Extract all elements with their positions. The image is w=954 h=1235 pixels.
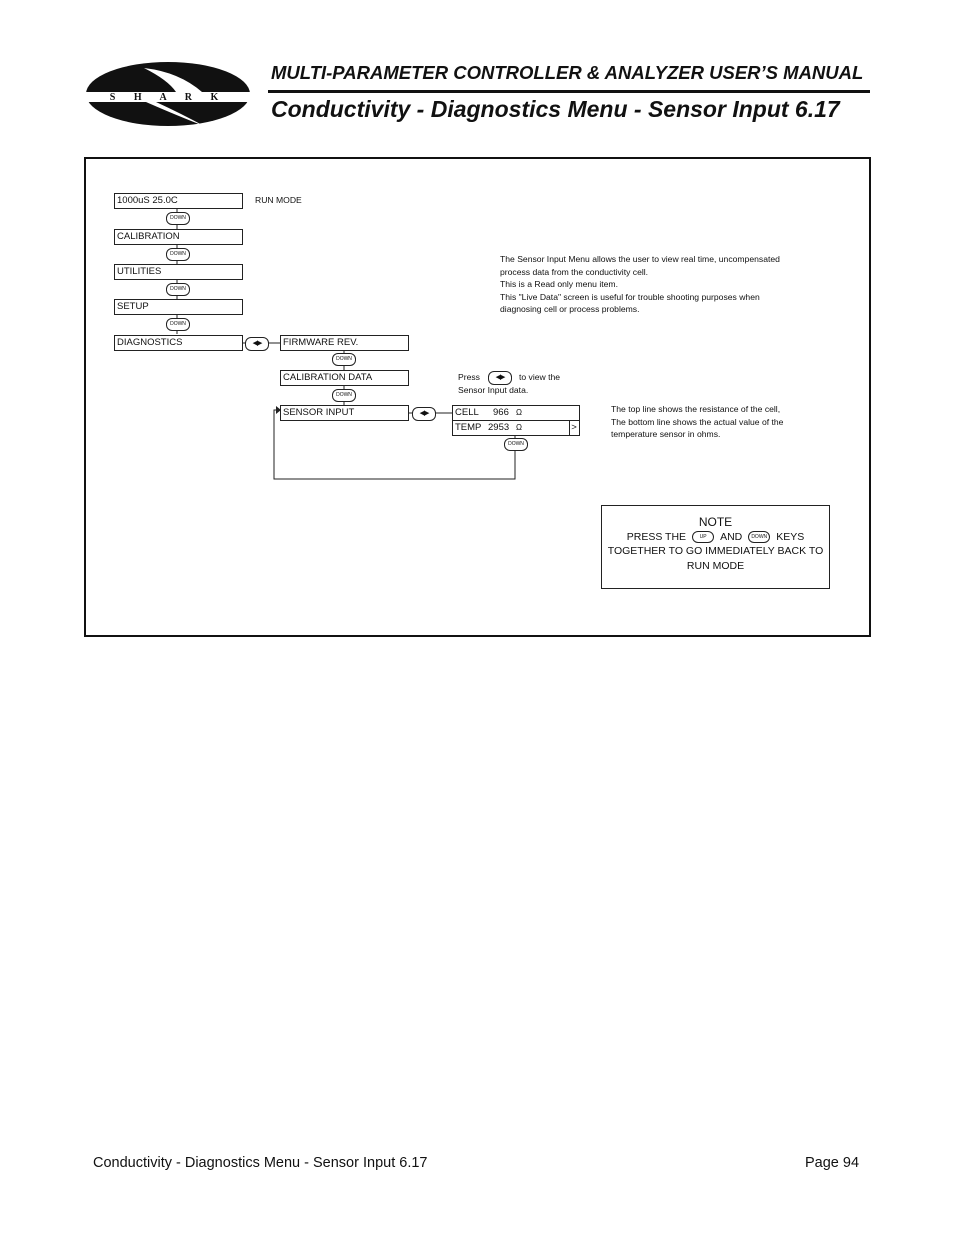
note-line-3: RUN MODE [686,560,745,572]
temp-value: 2953 [488,422,510,433]
note-keys: KEYS [776,531,805,543]
description-text [500,253,780,316]
menu-utilities: UTILITIES [114,264,243,280]
description-line: diagnosing cell or process problems. [500,304,640,315]
shark-logo [84,58,252,130]
left-right-button: ◀▶ [488,371,512,385]
down-button: DOWN [166,283,190,296]
cell-note-line: The top line shows the resistance of the cell, [611,404,781,414]
menu-calibration-data: CALIBRATION DATA [280,370,409,386]
ohm-symbol: Ω [516,423,522,432]
note-line-2: TOGETHER TO GO IMMEDIATELY BACK TO [607,545,824,557]
ohm-symbol: Ω [516,408,522,417]
menu-setup: SETUP [114,299,243,315]
note-title: NOTE [698,515,733,529]
logo-text: S H A R K [109,92,227,103]
down-button: DOWN [166,318,190,331]
menu-calibration: CALIBRATION [114,229,243,245]
cell-label: CELL [455,407,479,418]
page-title: Conductivity - Diagnostics Menu - Sensor Input 6.17 [271,96,840,122]
manual-title: MULTI-PARAMETER CONTROLLER & ANALYZER USER’S MANUAL [271,62,864,83]
down-button: DOWN [504,438,528,451]
down-button: DOWN [748,531,770,543]
up-button: UP [692,531,714,543]
description-line: This is a Read only menu item. [500,279,618,290]
temp-label: TEMP [455,422,482,433]
sensor-temp-line [452,420,580,436]
header-rule [268,90,870,93]
press-hint-label: Press [458,372,480,382]
description-line: process data from the conductivity cell. [500,266,649,277]
note-line-1 [602,531,829,543]
run-mode-display: 1000uS 25.0C [114,193,243,209]
page-number: Page 94 [805,1155,860,1171]
menu-sensor-input: SENSOR INPUT [280,405,409,421]
description-line: This "Live Data" screen is useful for trouble shooting purposes when [500,291,760,302]
down-button: DOWN [332,353,356,366]
left-right-button: ◀▶ [412,407,436,421]
more-arrow: > [569,421,578,435]
cell-note-line: The bottom line shows the actual value of the [611,416,784,427]
sensor-cell-line [452,405,580,421]
press-hint-after: to view the [519,372,561,382]
cell-value: 966 [493,407,509,418]
description-line: The Sensor Input Menu allows the user to view real time, uncompensated [500,254,780,264]
press-hint-line2: Sensor Input data. [458,385,529,395]
cell-note-text [611,403,783,441]
down-button: DOWN [166,212,190,225]
footer-title: Conductivity - Diagnostics Menu - Sensor Input 6.17 [93,1155,428,1171]
menu-diagnostics: DIAGNOSTICS [114,335,243,351]
run-mode-label: RUN MODE [255,195,302,205]
down-button: DOWN [166,248,190,261]
left-right-button: ◀▶ [245,337,269,351]
note-press-the: PRESS THE [626,531,687,543]
note-and: AND [720,531,743,543]
note-box [601,505,830,589]
menu-firmware-rev: FIRMWARE REV. [280,335,409,351]
cell-note-line: temperature sensor in ohms. [611,429,721,440]
down-button: DOWN [332,389,356,402]
